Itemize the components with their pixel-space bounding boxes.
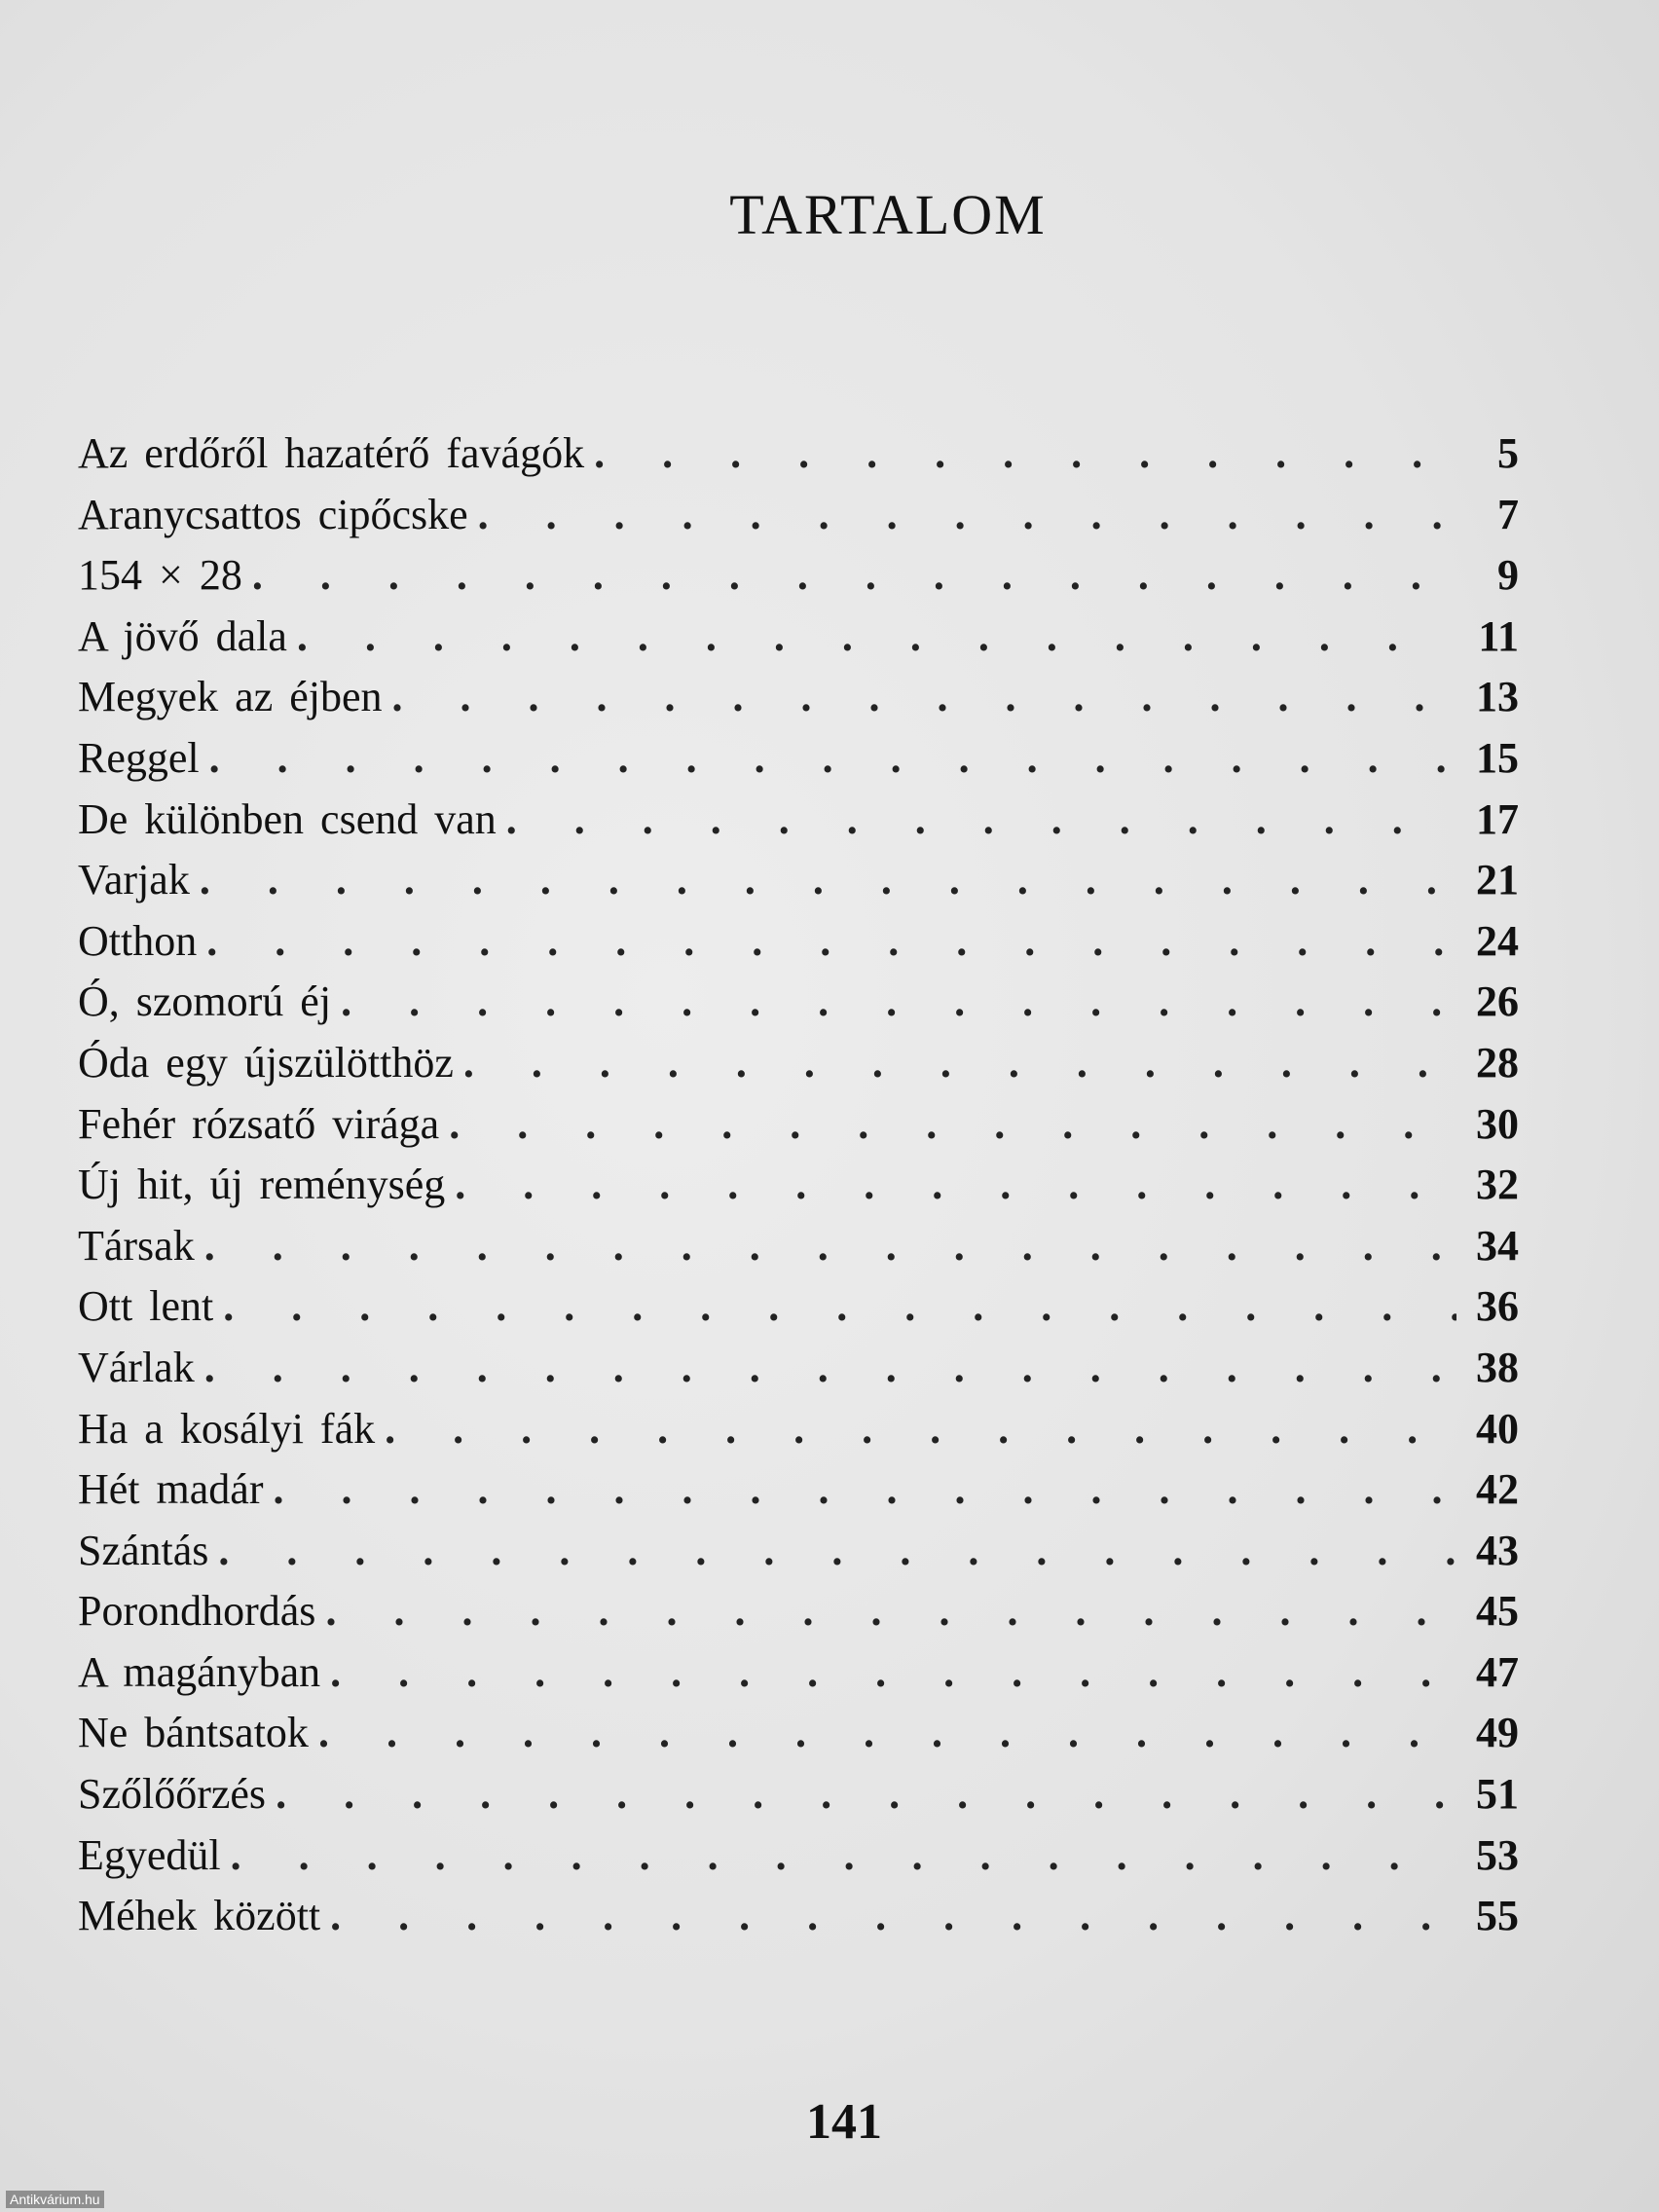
- toc-entry: [78, 1464, 1519, 1526]
- toc-entry-page: 15: [1476, 733, 1519, 782]
- toc-entry-page: 36: [1476, 1282, 1519, 1331]
- toc-entry-title: A magányban: [78, 1647, 321, 1696]
- toc-entry-page: 43: [1476, 1526, 1519, 1574]
- toc-entry-page: 5: [1497, 429, 1519, 477]
- dot-leader: [218, 1526, 1456, 1575]
- toc-entry-page: 17: [1476, 794, 1519, 843]
- toc-entry-title: Megyek az éjben: [78, 673, 383, 721]
- page-number: 141: [806, 2094, 882, 2150]
- toc-entry: [78, 1281, 1519, 1343]
- toc-entry-page: 55: [1476, 1892, 1519, 1940]
- dot-leader: [463, 1038, 1456, 1088]
- toc-entry-page: 45: [1476, 1587, 1519, 1636]
- toc-entry: [78, 977, 1519, 1038]
- toc-entry-title: Porondhordás: [78, 1587, 316, 1636]
- toc-entry-page: 26: [1476, 977, 1519, 1026]
- dot-leader: [252, 550, 1456, 600]
- dot-leader: [392, 672, 1456, 721]
- dot-leader: [385, 1404, 1456, 1454]
- toc-entry: [78, 1891, 1519, 1952]
- toc-entry-page: 21: [1476, 856, 1519, 904]
- toc-entry-title: Aranycsattos cipőcske: [78, 490, 468, 538]
- table-of-contents: [78, 428, 1519, 1952]
- toc-entry-page: 32: [1476, 1161, 1519, 1209]
- dot-leader: [231, 1830, 1456, 1880]
- toc-entry: [78, 428, 1519, 490]
- toc-entry: [78, 550, 1519, 611]
- dot-leader: [341, 977, 1456, 1026]
- toc-entry-title: Méhek között: [78, 1892, 321, 1940]
- toc-entry: [78, 1830, 1519, 1892]
- watermark: Antikvárium.hu: [6, 2191, 104, 2208]
- toc-entry-title: Hét madár: [78, 1465, 264, 1514]
- toc-entry-title: Társak: [78, 1221, 195, 1270]
- dot-leader: [276, 1769, 1456, 1819]
- toc-entry-title: Otthon: [78, 916, 198, 965]
- toc-entry-title: Reggel: [78, 733, 200, 782]
- toc-entry-page: 40: [1476, 1404, 1519, 1453]
- toc-entry-title: Ha a kosályi fák: [78, 1404, 376, 1453]
- toc-entry: [78, 1038, 1519, 1099]
- toc-entry-page: 47: [1476, 1647, 1519, 1696]
- toc-entry-title: Az erdőről hazatérő favágók: [78, 429, 585, 477]
- dot-leader: [297, 611, 1456, 661]
- toc-entry-page: 42: [1476, 1465, 1519, 1514]
- toc-entry: [78, 672, 1519, 733]
- toc-entry-title: Szőlőőrzés: [78, 1770, 267, 1819]
- dot-leader: [330, 1647, 1456, 1697]
- toc-entry-page: 38: [1476, 1343, 1519, 1391]
- toc-entry: [78, 1526, 1519, 1587]
- toc-entry-title: Ott lent: [78, 1282, 214, 1331]
- toc-entry: [78, 1647, 1519, 1709]
- toc-entry: [78, 916, 1519, 977]
- dot-leader: [206, 916, 1456, 966]
- toc-entry-title: Új hit, új reménység: [78, 1161, 446, 1209]
- dot-leader: [209, 733, 1456, 783]
- toc-entry: [78, 1769, 1519, 1830]
- dot-leader: [223, 1281, 1456, 1331]
- toc-entry-title: Egyedül: [78, 1830, 221, 1879]
- dot-leader: [455, 1160, 1456, 1209]
- dot-leader: [273, 1464, 1456, 1514]
- toc-entry-title: Ne bántsatok: [78, 1709, 309, 1757]
- toc-entry: [78, 1404, 1519, 1465]
- toc-entry-title: Szántás: [78, 1526, 209, 1574]
- contents-heading: TARTALOM: [729, 182, 1047, 246]
- toc-entry-page: 28: [1476, 1038, 1519, 1087]
- toc-entry-page: 7: [1497, 490, 1519, 538]
- dot-leader: [449, 1099, 1456, 1149]
- toc-entry: [78, 1099, 1519, 1161]
- toc-entry-page: 13: [1476, 673, 1519, 721]
- toc-entry-page: 24: [1476, 916, 1519, 965]
- dot-leader: [318, 1708, 1456, 1757]
- toc-entry: [78, 794, 1519, 856]
- toc-entry: [78, 1221, 1519, 1282]
- dot-leader: [200, 855, 1456, 904]
- toc-entry: [78, 1160, 1519, 1221]
- toc-entry-page: 53: [1476, 1830, 1519, 1879]
- toc-entry-title: Varjak: [78, 856, 190, 904]
- toc-entry-title: A jövő dala: [78, 611, 287, 660]
- toc-entry: [78, 733, 1519, 794]
- toc-entry-title: Ó, szomorú éj: [78, 977, 332, 1026]
- toc-entry-title: Fehér rózsatő virága: [78, 1099, 440, 1148]
- toc-entry-page: 51: [1476, 1770, 1519, 1819]
- toc-entry: [78, 611, 1519, 673]
- toc-entry: [78, 1586, 1519, 1647]
- bleed-through-text: [734, 0, 1513, 59]
- toc-entry-page: 34: [1476, 1221, 1519, 1270]
- dot-leader: [478, 490, 1456, 539]
- toc-entry: [78, 490, 1519, 551]
- dot-leader: [330, 1891, 1456, 1940]
- toc-entry-title: Várlak: [78, 1343, 195, 1391]
- dot-leader: [594, 428, 1456, 478]
- toc-entry-page: 49: [1476, 1709, 1519, 1757]
- toc-entry: [78, 855, 1519, 916]
- dot-leader: [506, 794, 1456, 844]
- toc-entry-title: 154 × 28: [78, 551, 242, 600]
- toc-entry: [78, 1708, 1519, 1769]
- dot-leader: [204, 1221, 1456, 1271]
- toc-entry-page: 9: [1497, 551, 1519, 600]
- toc-entry-page: 11: [1478, 611, 1519, 660]
- dot-leader: [204, 1343, 1456, 1392]
- toc-entry-title: Óda egy újszülötthöz: [78, 1038, 454, 1087]
- toc-entry: [78, 1343, 1519, 1404]
- toc-entry-page: 30: [1476, 1099, 1519, 1148]
- toc-entry-title: De különben csend van: [78, 794, 497, 843]
- dot-leader: [325, 1586, 1456, 1636]
